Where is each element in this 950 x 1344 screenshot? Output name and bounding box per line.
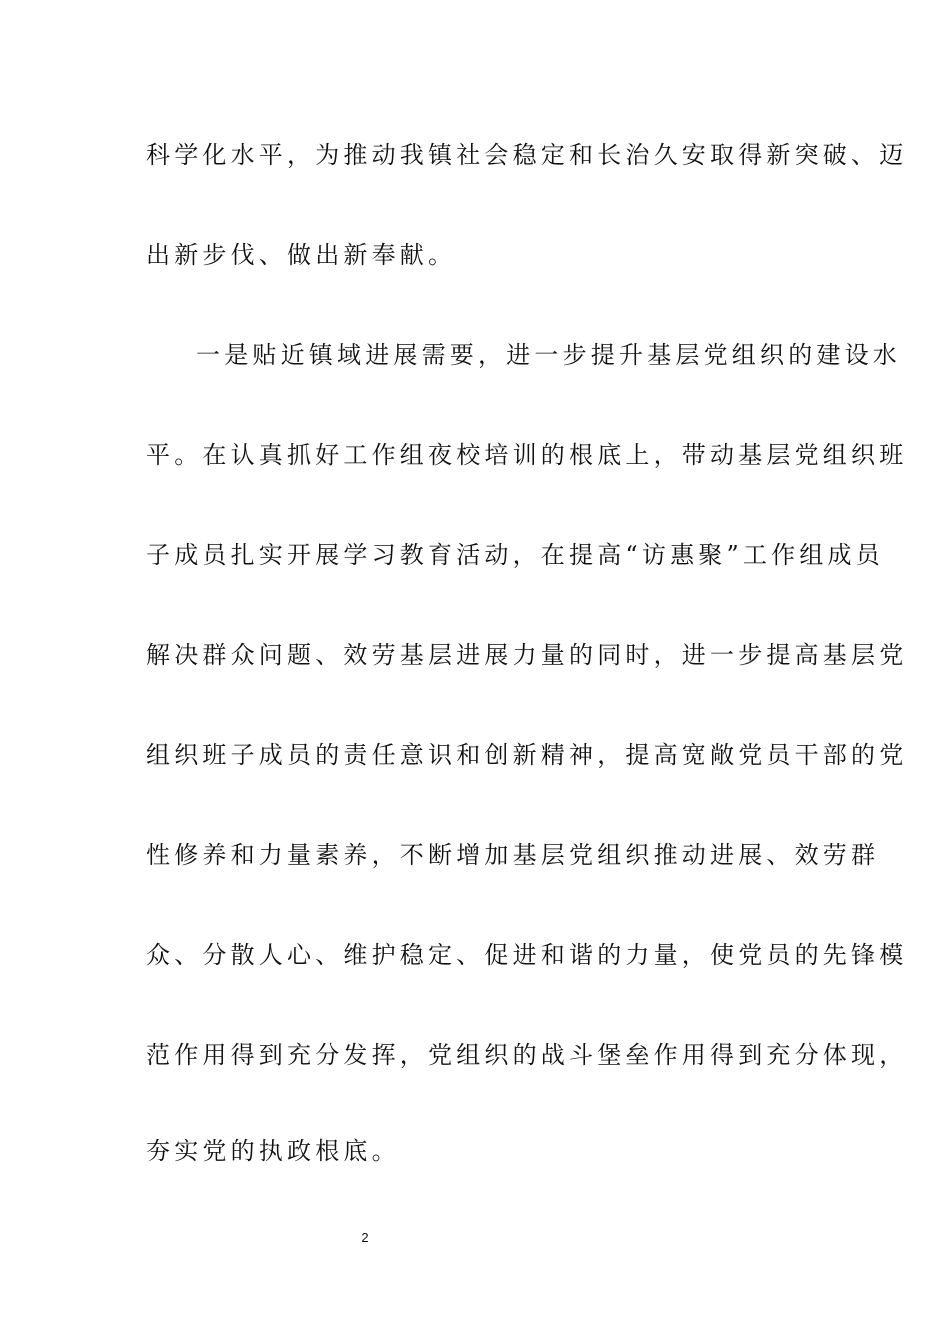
text-line: 众、分散人心、维护稳定、促进和谐的力量，使党员的先锋模 (146, 941, 908, 969)
text-line: 科学化水平，为推动我镇社会稳定和长治久安取得新突破、迈 (146, 141, 908, 169)
text-line: 组织班子成员的责任意识和创新精神，提高宽敞党员干部的党 (146, 741, 908, 769)
text-line: 性修养和力量素养，不断增加基层党组织推动进展、效劳群 (146, 841, 880, 869)
text-line: 出新步伐、做出新奉献。 (146, 241, 457, 269)
text-line: 夯实党的执政根底。 (146, 1137, 400, 1165)
text-line: 范作用得到充分发挥，党组织的战斗堡垒作用得到充分体现， (146, 1041, 908, 1069)
text-line: 解决群众问题、效劳基层进展力量的同时，进一步提高基层党 (146, 641, 908, 669)
text-line: 平。在认真抓好工作组夜校培训的根底上，带动基层党组织班 (146, 441, 908, 469)
text-line: 子成员扎实开展学习教育活动，在提高“访惠聚”工作组成员 (146, 541, 884, 569)
page-number: 2 (361, 1230, 369, 1245)
paragraph-first-line: 一是贴近镇域进展需要，进一步提升基层党组织的建设水 (196, 341, 901, 369)
